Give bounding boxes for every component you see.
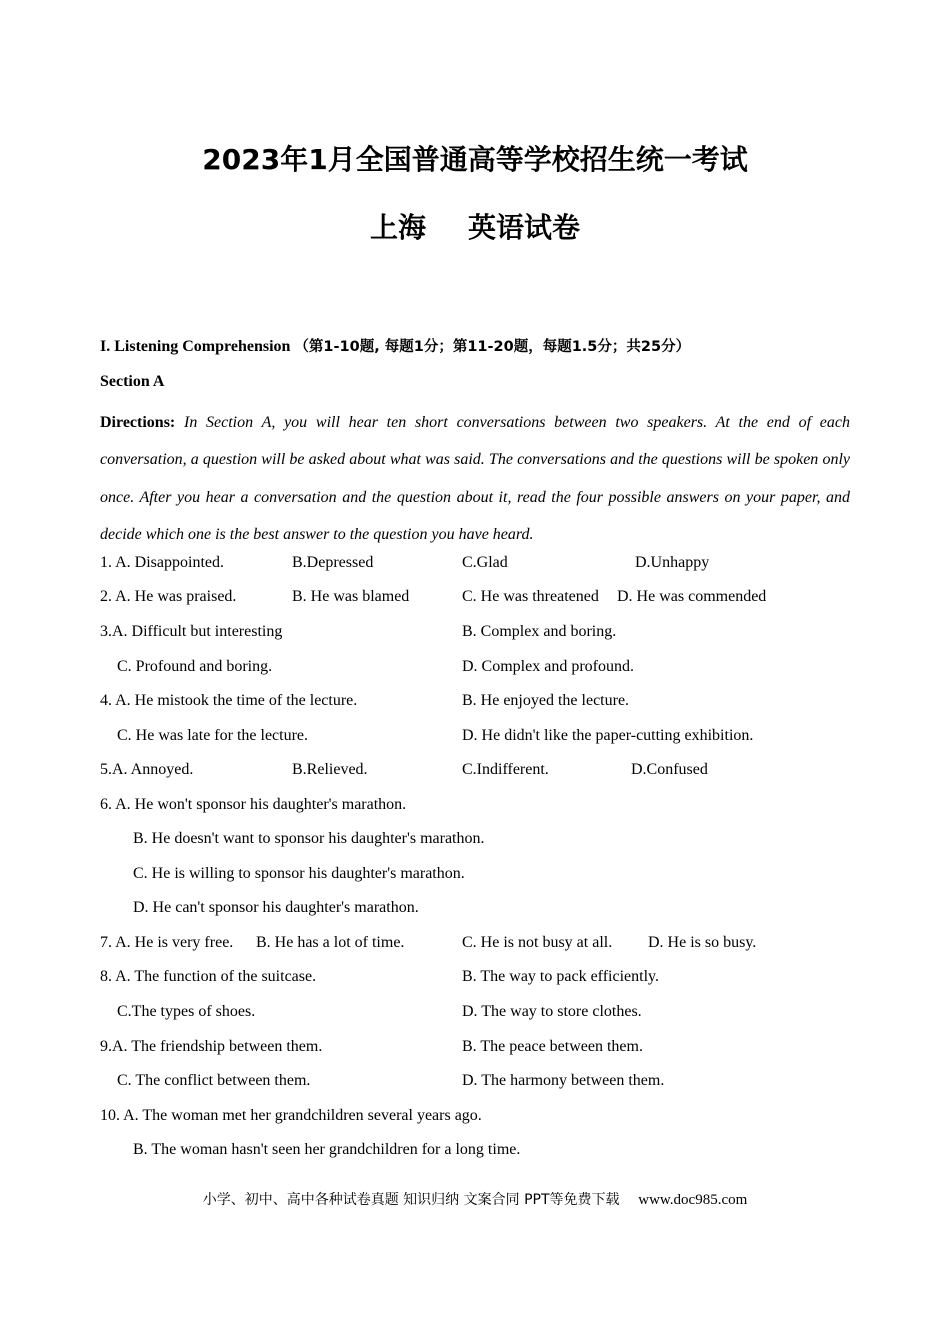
option-d: D. Complex and profound. <box>462 658 634 675</box>
option-b: B. The peace between them. <box>462 1038 643 1055</box>
question-10: 10. A. The woman met her grandchildren several years ago. <box>100 1107 482 1124</box>
directions-text: In Section A, you will hear ten short conversations between two speakers. At the end of each conversation, a question will be asked about what was said. The conversations and the questions will be spoken only once. After you hear a conversation and the question about it, read the four possible answers on your paper, and decide which one is the best answer to the question you have heard. <box>100 414 851 543</box>
option-c: C.Indifferent. <box>462 761 549 778</box>
option-b: B. The way to pack efficiently. <box>462 968 659 985</box>
option-a: 7. A. He is very free. <box>100 934 234 951</box>
option-b: B. He was blamed <box>292 588 410 605</box>
question-6-option-d: D. He can't sponsor his daughter's marathon. <box>133 899 419 916</box>
option-c: C. Profound and boring. <box>117 658 273 675</box>
question-10-option-b: B. The woman hasn't seen her grandchildren for a long time. <box>133 1141 521 1158</box>
option-a: 9.A. The friendship between them. <box>100 1038 323 1055</box>
option-d: D. The way to store clothes. <box>462 1003 642 1020</box>
footer-text: 小学、初中、高中各种试卷真题 知识归纳 文案合同 PPT等免费下载 <box>202 1192 620 1208</box>
option-b: B.Depressed <box>292 554 374 571</box>
footer-url[interactable]: www.doc985.com <box>638 1192 748 1208</box>
option-a: 5.A. Annoyed. <box>100 761 194 778</box>
directions <box>100 404 850 553</box>
option-d: D.Confused <box>631 761 708 778</box>
question-6-option-b: B. He doesn't want to sponsor his daughter's marathon. <box>133 830 485 847</box>
option-c: C.Glad <box>462 554 508 571</box>
region-label: 上海 <box>369 211 426 244</box>
option-a: 1. A. Disappointed. <box>100 554 224 571</box>
directions-label: Directions: <box>100 414 176 431</box>
option-b: B. He enjoyed the lecture. <box>462 692 630 709</box>
option-d: D. He is so busy. <box>648 934 757 951</box>
option-a: 2. A. He was praised. <box>100 588 237 605</box>
question-6-option-c: C. He is willing to sponsor his daughter's marathon. <box>133 865 465 882</box>
option-c: C. He was late for the lecture. <box>117 727 309 744</box>
option-d: D.Unhappy <box>635 554 710 571</box>
option-a: 8. A. The function of the suitcase. <box>100 968 317 985</box>
option-a: 4. A. He mistook the time of the lecture. <box>100 692 358 709</box>
question-6: 6. A. He won't sponsor his daughter's marathon. <box>100 796 407 813</box>
option-b: B. Complex and boring. <box>462 623 617 640</box>
option-d: D. The harmony between them. <box>462 1072 665 1089</box>
footer <box>0 1190 950 1210</box>
part-heading <box>100 337 690 357</box>
option-c: C.The types of shoes. <box>117 1003 256 1020</box>
part-points: （第1-10题, 每题1分；第11-20题，每题1.5分；共25分） <box>294 339 691 355</box>
option-c: C. The conflict between them. <box>117 1072 311 1089</box>
option-a: 3.A. Difficult but interesting <box>100 623 283 640</box>
option-b: B.Relieved. <box>292 761 368 778</box>
option-c: C. He is not busy at all. <box>462 934 613 951</box>
subject-label: 英语试卷 <box>468 211 581 244</box>
part-title: I. Listening Comprehension <box>100 338 291 355</box>
option-c: C. He was threatened <box>462 588 599 605</box>
section-heading: Section A <box>100 373 165 390</box>
option-d: D. He didn't like the paper-cutting exhibition. <box>462 727 754 744</box>
exam-title: 2023年1月全国普通高等学校招生统一考试 <box>202 143 748 176</box>
option-b: B. He has a lot of time. <box>256 934 405 951</box>
exam-subtitle <box>0 212 950 244</box>
option-d: D. He was commended <box>617 588 767 605</box>
